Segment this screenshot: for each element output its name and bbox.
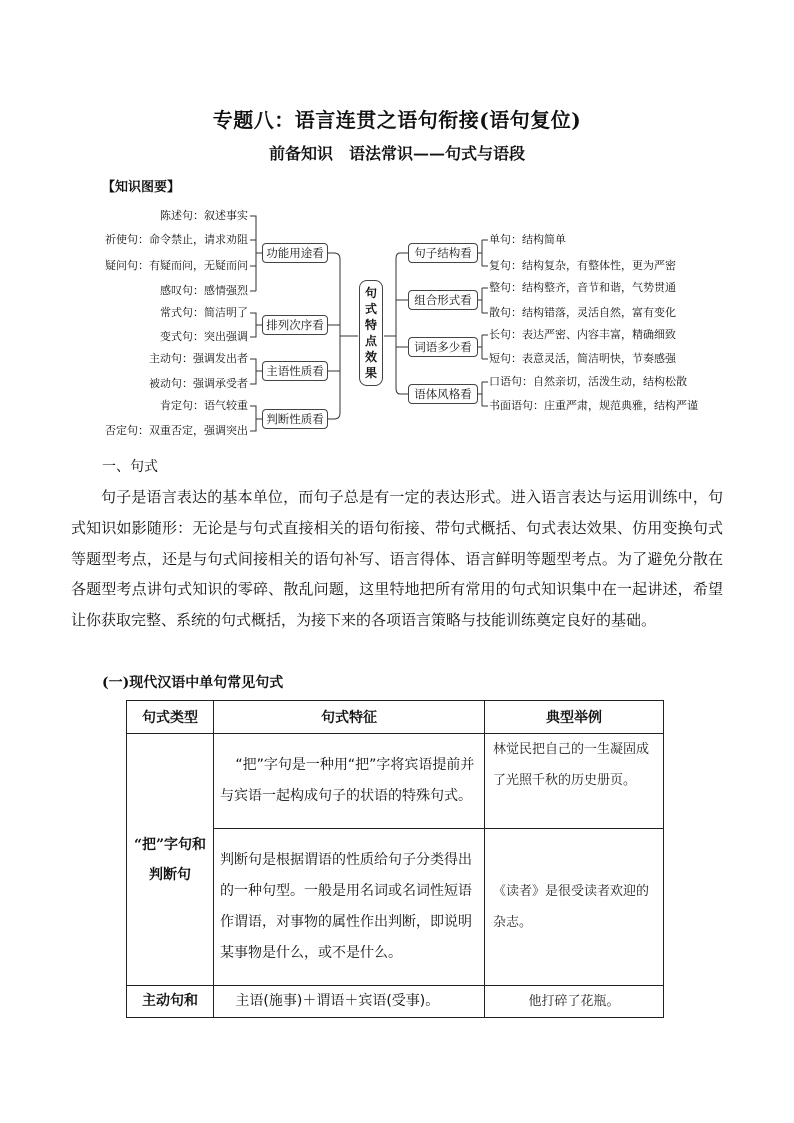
table-header-feature: 句式特征 (214, 701, 485, 734)
table-cell-type: 主动句和 (127, 986, 214, 1018)
left-item-negative: 否定句：双重否定，强调突出 (105, 424, 248, 437)
group-combination-form: 组合形式看 (408, 290, 478, 310)
table-cell-example: 林觉民把自己的一生凝固成了光照千秋的历史册页。 (485, 734, 664, 829)
table-cell-feature: “把”字句是一种用“把”字将宾语提前并与宾语一起构成句子的状语的特殊句式。 (214, 734, 485, 829)
left-item-exclamatory: 感叹句：感情强烈 (160, 284, 248, 297)
section-heading-sentence-patterns: 一、句式 (102, 459, 158, 475)
page-title: 专题八：语言连贯之语句衔接(语句复位) (212, 108, 582, 132)
table-row (127, 986, 664, 1018)
right-item-parallel: 整句：结构整齐，音节和谐，气势贯通 (489, 281, 676, 294)
right-item-loose: 散句：结构错落，灵活自然，富有变化 (489, 306, 676, 319)
left-item-interrogative: 疑问句：有疑而问，无疑而问 (105, 259, 248, 272)
group-sentence-structure: 句子结构看 (408, 243, 478, 263)
left-item-affirmative: 肯定句：语气较重 (160, 399, 248, 412)
left-item-inverted-order: 变式句：突出强调 (160, 330, 248, 343)
knowledge-map-label: 【知识图要】 (102, 180, 181, 195)
group-word-count: 词语多少看 (408, 337, 478, 357)
group-judgment-nature: 判断性质看 (262, 409, 328, 429)
right-item-written: 书面语句：庄重严肃，规范典雅，结构严谨 (489, 399, 698, 412)
group-style: 语体风格看 (408, 384, 478, 404)
left-item-active: 主动句：强调发出者 (149, 352, 248, 365)
left-item-normal-order: 常式句：简洁明了 (160, 306, 248, 319)
right-item-complex: 复句：结构复杂，有整体性，更为严密 (489, 259, 676, 272)
mind-map-center: 句式特点效果 (359, 280, 383, 386)
table-cell-example: 他打碎了花瓶。 (485, 986, 664, 1018)
table-cell-type: “把”字句和判断句 (127, 734, 214, 986)
subsection-heading: (一)现代汉语中单句常见句式 (102, 675, 284, 691)
table-cell-feature: 主语(施事)＋谓语＋宾语(受事)。 (214, 986, 485, 1018)
group-function-use: 功能用途看 (262, 243, 328, 263)
right-item-long: 长句：表达严密、内容丰富，精确细致 (489, 328, 676, 341)
group-word-order: 排列次序看 (262, 315, 328, 335)
right-item-simple: 单句：结构简单 (489, 233, 566, 246)
page-subtitle: 前备知识 语法常识——句式与语段 (268, 144, 525, 163)
table-cell-example: 《读者》是很受读者欢迎的杂志。 (485, 829, 664, 986)
table-cell-feature: 判断句是根据谓语的性质给句子分类得出的一种句型。一般是用名词或名词性短语作谓语，对事物的属性作出判断，即说明某事物是什么，或不是什么。 (214, 829, 485, 986)
group-subject-nature: 主语性质看 (262, 361, 328, 381)
table-header-row (127, 701, 664, 734)
table-row (127, 734, 664, 829)
table-header-example: 典型举例 (485, 701, 664, 734)
left-item-imperative: 祈使句：命令禁止，请求劝阻 (105, 233, 248, 246)
right-item-short: 短句：表意灵活，简洁明快，节奏感强 (489, 352, 676, 365)
right-item-colloquial: 口语句：自然亲切，活泼生动，结构松散 (489, 375, 687, 388)
left-item-passive: 被动句：强调承受者 (149, 377, 248, 390)
left-item-declarative: 陈述句：叙述事实 (160, 209, 248, 222)
table-header-type: 句式类型 (127, 701, 214, 734)
sentence-pattern-table (126, 700, 664, 1018)
intro-paragraph: 句子是语言表达的基本单位，而句子总是有一定的表达形式。进入语言表达与运用训练中，句式知识如影随形：无论是与句式直接相关的语句衔接、带句式概括、句式表达效果、仿用变换句式等题型考点，还是与句式间接相关的语句补写、语言得体、语言鲜明等题型考点。为了避免分散在各题型考点讲句式知识的零碎、散乱问题，这里特地把所有常用的句式知识集中在一起讲述，希望让你获取完整、系统的句式概括，为接下来的各项语言策略与技能训练奠定良好的基础。 (71, 488, 723, 630)
knowledge-mind-map (0, 196, 794, 446)
